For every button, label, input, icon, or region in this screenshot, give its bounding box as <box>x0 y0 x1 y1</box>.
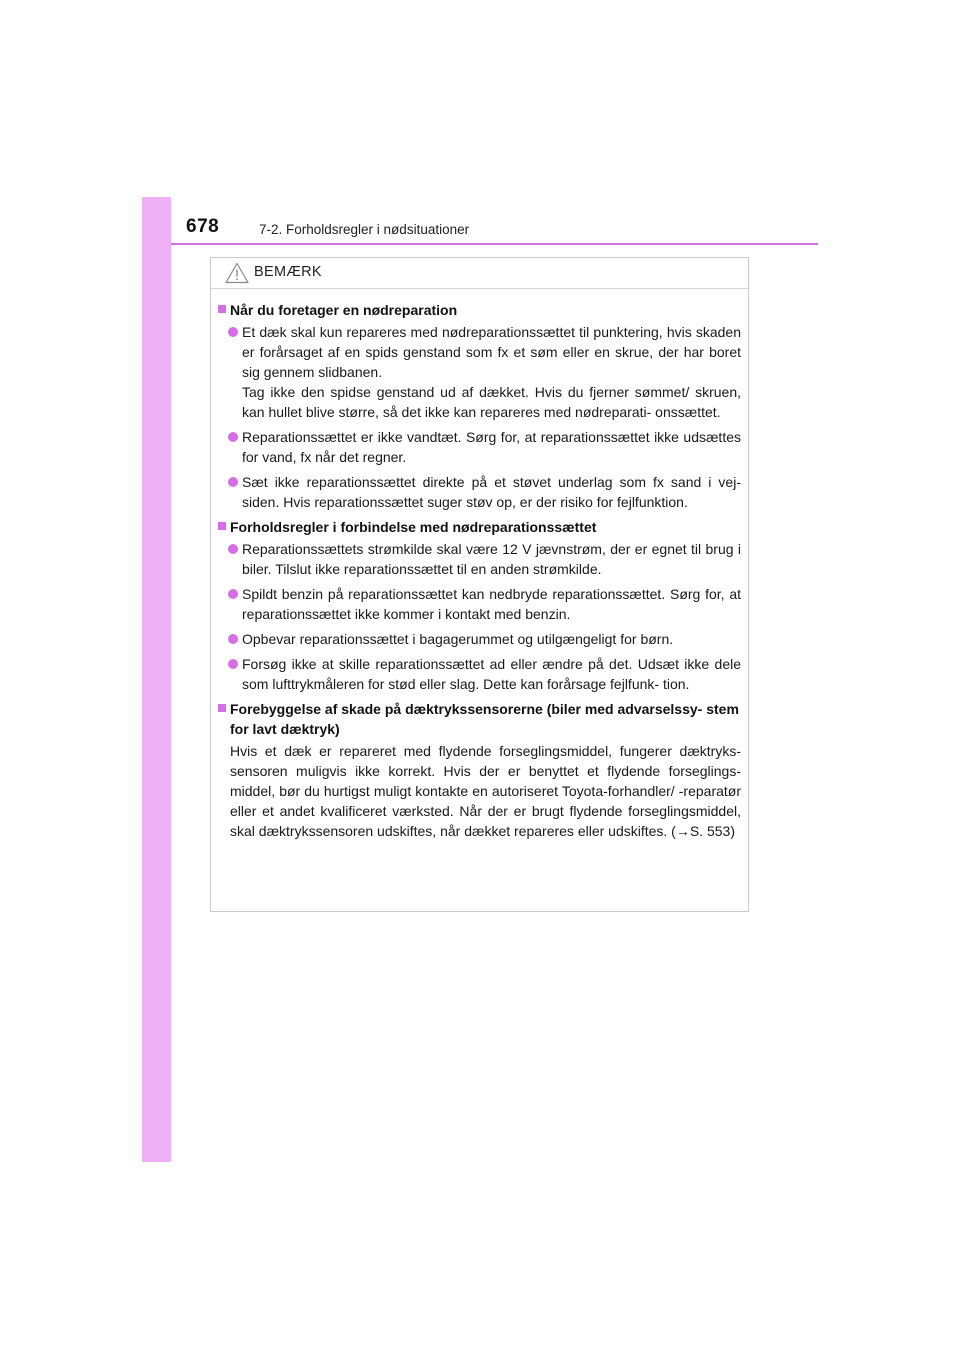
bullet-item: Sæt ikke reparationssættet direkte på et støvet underlag som fx sand i vej- siden. Hvis reparationssættet suger støv op, er der risiko for fejlfunktion. <box>218 472 741 512</box>
round-bullet-icon <box>228 659 238 669</box>
section-heading: Forebyggelse af skade på dæktrykssensorerne (biler med advarselssy- stem for lavt dæktryk) <box>218 699 741 739</box>
bullet-item: Forsøg ikke at skille reparationssættet ad eller ændre på det. Udsæt ikke dele som lufttrykmåleren for stød eller slag. Dette kan forårsage fejlfunk- tion. <box>218 654 741 694</box>
round-bullet-icon <box>228 634 238 644</box>
header-rule <box>171 243 818 245</box>
notice-header <box>211 258 748 289</box>
round-bullet-icon <box>228 589 238 599</box>
round-bullet-icon <box>228 432 238 442</box>
bullet-item: Reparationssættet er ikke vandtæt. Sørg for, at reparationssættet ikke udsættes for vand, fx når det regner. <box>218 427 741 467</box>
section-paragraph: Hvis et dæk er repareret med flydende forseglingsmiddel, fungerer dæktryks- sensoren muligvis ikke korrekt. Hvis der er benyttet et flydende forseglings- middel, bør du hurtigst muligt kontakte en autoriseret Toyota-forhandler/ -reparatør eller et andet kvalificeret værksted. Når der er brugt flydende forseglingsmiddel, skal dæktrykssensoren udskiftes, når dækket repareres eller udskiftes. (→S. 553) <box>230 743 741 839</box>
round-bullet-icon <box>228 544 238 554</box>
round-bullet-icon <box>228 477 238 487</box>
square-bullet-icon <box>218 522 226 530</box>
square-bullet-icon <box>218 704 226 712</box>
notice-title: BEMÆRK <box>254 264 322 280</box>
section-heading: Når du foretager en nødreparation <box>218 300 741 320</box>
bullet-item: Spildt benzin på reparationssættet kan nedbryde reparationssættet. Sørg for, at reparationssættet ikke kommer i kontakt med benzin. <box>218 584 741 624</box>
section-title: 7-2. Forholdsregler i nødsituationer <box>259 222 470 237</box>
square-bullet-icon <box>218 305 226 313</box>
notice-box <box>210 257 749 912</box>
section-heading: Forholdsregler i forbindelse med nødreparationssættet <box>218 517 741 537</box>
bullet-item: Reparationssættets strømkilde skal være 12 V jævnstrøm, der er egnet til brug i biler. Tilslut ikke reparationssættet til en anden strømkilde. <box>218 539 741 579</box>
warning-triangle-icon <box>225 262 249 289</box>
notice-body <box>211 289 748 841</box>
page-number: 678 <box>186 216 220 237</box>
side-tab-band <box>142 197 171 1162</box>
bullet-item: Et dæk skal kun repareres med nødreparationssættet til punktering, hvis skaden er forårsaget af en spids genstand som fx et søm eller en skrue, der har boret sig gennem slidbanen. Tag ikke den spidse genstand ud af dækket. Hvis du fjerner sømmet/ skruen, kan hullet blive større, så det ikke kan repareres med nødreparati- onssættet. <box>218 322 741 422</box>
bullet-item: Opbevar reparationssættet i bagagerummet og utilgængeligt for børn. <box>218 629 741 649</box>
round-bullet-icon <box>228 327 238 337</box>
